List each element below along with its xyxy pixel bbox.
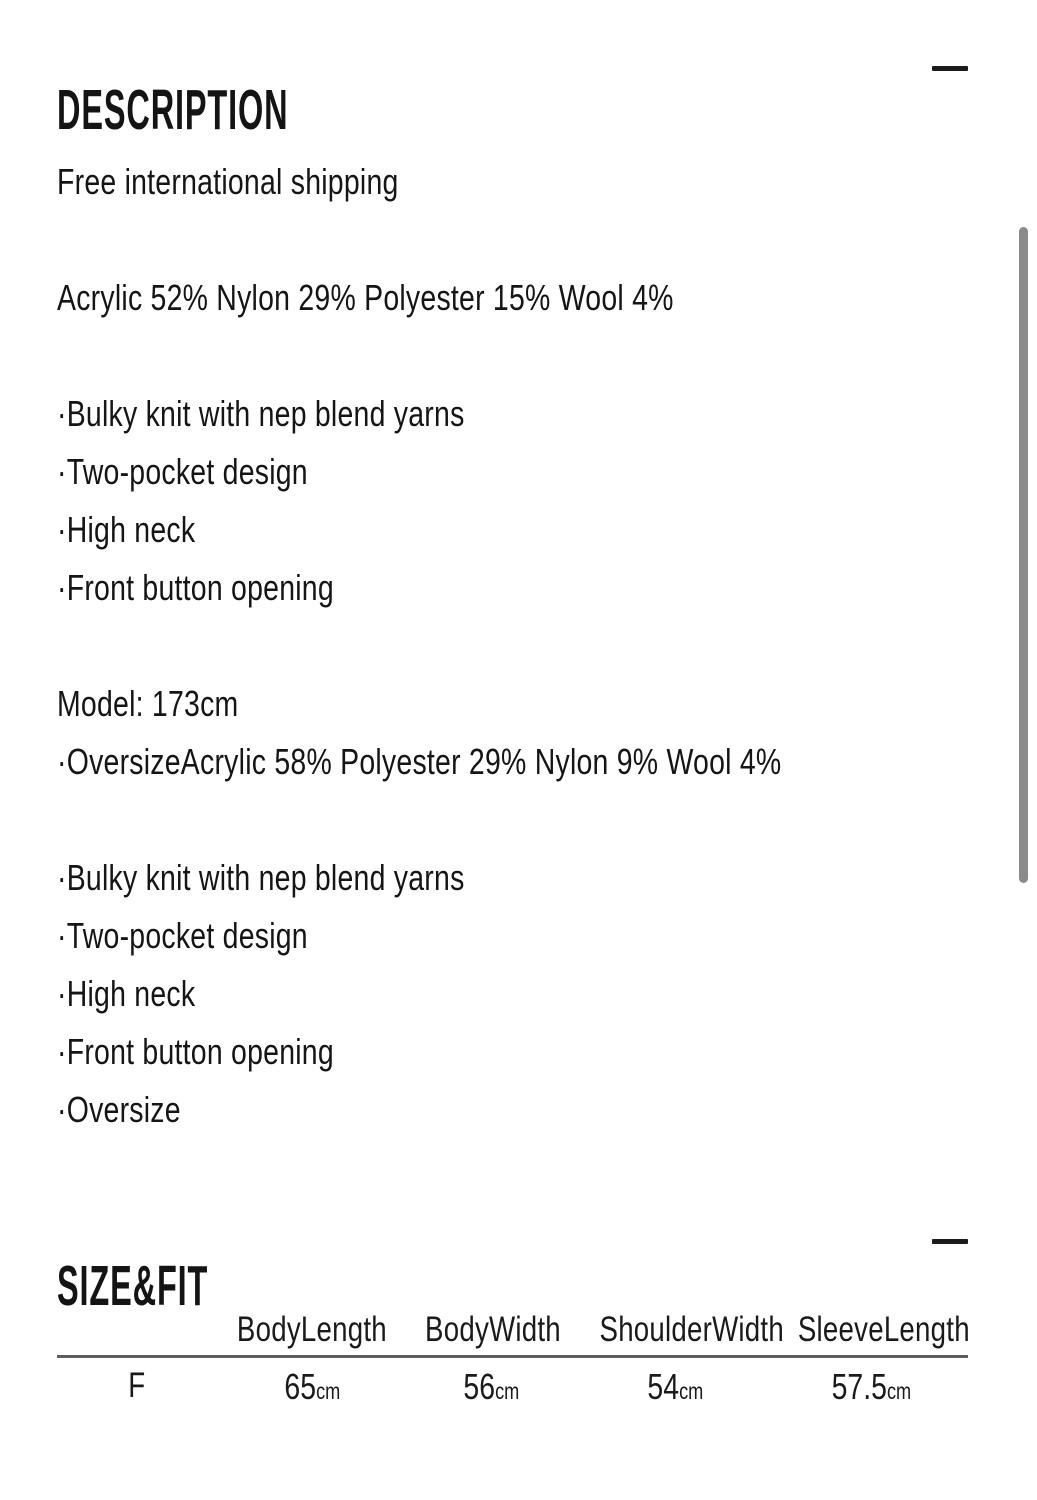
feature-item: ·Oversize: [57, 1089, 181, 1130]
size-row-label: F: [128, 1366, 146, 1405]
minus-icon[interactable]: [932, 1239, 968, 1244]
size-value-cell: 54cm: [647, 1366, 703, 1407]
feature-item: ·Two-pocket design: [57, 451, 308, 492]
size-value-cell: 57.5cm: [831, 1366, 912, 1407]
feature-item: ·Bulky knit with nep blend yarns: [57, 393, 465, 434]
model-height-note: Model: 173cm: [57, 683, 239, 724]
sizefit-section-title: SIZE&FIT: [57, 1254, 209, 1319]
table-divider: [57, 1355, 968, 1358]
shipping-note: Free international shipping: [57, 161, 399, 202]
fabric-composition-line: Acrylic 52% Nylon 29% Polyester 15% Wool 4%: [57, 277, 674, 318]
feature-item: ·Two-pocket design: [57, 915, 308, 956]
size-table-header: SleeveLength: [797, 1310, 970, 1349]
vertical-scrollbar-thumb[interactable]: [1019, 227, 1028, 883]
size-table-header: BodyWidth: [425, 1310, 561, 1349]
feature-item: ·Front button opening: [57, 567, 334, 608]
size-table-row: [57, 1367, 968, 1408]
size-table-header-row: [57, 1311, 968, 1350]
size-value-cell: 65cm: [284, 1366, 340, 1407]
size-value-cell: 56cm: [463, 1366, 519, 1407]
feature-item: ·High neck: [57, 973, 196, 1014]
feature-item: ·Bulky knit with nep blend yarns: [57, 857, 465, 898]
size-table-header: BodyLength: [237, 1310, 387, 1349]
fabric-composition-line: ·OversizeAcrylic 58% Polyester 29% Nylon 9% Wool 4%: [57, 741, 782, 782]
feature-item: ·Front button opening: [57, 1031, 334, 1072]
size-table-header: [57, 1311, 217, 1350]
minus-icon[interactable]: [932, 66, 968, 71]
feature-item: ·High neck: [57, 509, 196, 550]
size-table-header: ShoulderWidth: [599, 1310, 784, 1349]
description-section-title: DESCRIPTION: [57, 78, 289, 143]
